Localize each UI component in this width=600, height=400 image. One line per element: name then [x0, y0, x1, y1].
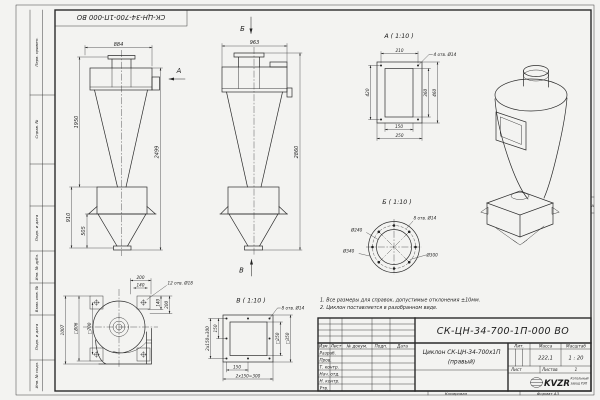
- dim-front-hopper-height: 505: [81, 226, 88, 236]
- margin-label-sprav: Справ. №: [34, 119, 39, 139]
- dim-b-340: Ø340: [343, 248, 355, 254]
- tb-row-utv: Утв.: [319, 385, 329, 391]
- dim-b-240: Ø240: [351, 227, 363, 233]
- view-arrow-b-label: Б: [240, 25, 245, 33]
- tb-row-nkontr: Н. контр.: [319, 378, 340, 384]
- note-1: 1. Все размеры для справок, допустимые отклонения ±10мм.: [320, 297, 481, 304]
- margin-label-podp-data-2: Подп. и дата: [34, 323, 39, 351]
- tb-lit-label: Лит.: [514, 343, 524, 349]
- margin-label-inv-podl: Инв. № подл.: [34, 361, 39, 389]
- tb-scale-value: 1 : 20: [568, 355, 584, 362]
- margin-label-inv-dubl: Инв. № дубл.: [34, 253, 39, 281]
- notes: [320, 298, 480, 312]
- side-view: [220, 17, 302, 276]
- dim-v-pitch-left: 2x150=300: [204, 326, 210, 351]
- tb-item-name: Циклон СК-ЦН-34-700x1П: [422, 350, 501, 356]
- top-view-holes-note: 12 отв. Ø18: [167, 280, 193, 286]
- detail-v-title: В ( 1:10 ): [236, 297, 266, 305]
- detail-b-title: Б ( 1:10 ): [382, 199, 412, 206]
- view-arrow-v-label: В: [239, 266, 244, 275]
- tb-logo-text: KVZR: [544, 379, 570, 389]
- isometric-view: [481, 66, 567, 246]
- detail-b-view: [342, 199, 438, 275]
- tb-row-nachotd: Нач. отд.: [319, 371, 340, 377]
- dim-a-420: 420: [364, 88, 370, 97]
- tb-doc-number: СК-ЦН-34-700-1П-000 ВО: [436, 326, 570, 337]
- tb-col-list: Лист: [330, 343, 342, 349]
- dim-v-150-left: 150: [212, 324, 218, 333]
- zone-marker: А: [591, 203, 594, 208]
- tb-scale-label: Масштаб: [566, 343, 586, 349]
- dim-a-360: 360: [422, 88, 428, 97]
- dim-side-width: 963: [249, 40, 260, 47]
- dim-front-total-height: 2499: [154, 145, 161, 159]
- dim-tv-806: □806: [73, 322, 79, 335]
- dim-a-250: 250: [395, 133, 404, 139]
- dim-v-350: □350: [284, 332, 290, 345]
- tb-sheet-label: Лист: [511, 366, 522, 372]
- margin-label-perv-primen: Перв. примен.: [34, 37, 39, 67]
- tb-mass-value: 222,1: [538, 355, 553, 362]
- footer-format-label: Формат А3: [536, 390, 560, 396]
- dim-tv-200-right: 200: [163, 300, 169, 309]
- front-view: [66, 42, 185, 256]
- tb-sheets-value: 1: [574, 366, 578, 372]
- dim-front-bin-height: 910: [65, 212, 72, 223]
- dim-tv-200-top: 200: [136, 275, 145, 280]
- tb-col-doc: № докум.: [346, 343, 368, 349]
- dim-v-150-bottom: 150: [233, 364, 241, 370]
- tb-company-line-1: Котельный: [570, 376, 589, 381]
- top-stamp-number: СК-ЦН-34-700-1П-000 ВО: [76, 13, 166, 21]
- detail-a-holes-note: 4 отв. Ø14: [433, 52, 457, 57]
- tb-row-prov: Пров.: [319, 357, 332, 363]
- tb-item-name-2: (правый): [447, 359, 476, 366]
- detail-a-title: А ( 1:10 ): [384, 33, 414, 40]
- view-arrow-a-label: А: [176, 67, 182, 75]
- dim-front-upper-height: 1950: [73, 115, 80, 129]
- tb-row-tkontr: Т. контр.: [319, 364, 339, 370]
- detail-b-holes-note: 8 отв. Ø14: [413, 215, 437, 221]
- dim-a-460: 460: [431, 88, 437, 97]
- dim-tv-140-right: 140: [155, 298, 161, 307]
- top-view: [60, 275, 193, 367]
- detail-a-view: [365, 33, 457, 141]
- dim-v-pitch-bottom: 2x150=300: [235, 373, 261, 379]
- dim-tv-1007: 1007: [59, 324, 65, 336]
- margin-label-podp-data-1: Подп. и дата: [34, 214, 39, 242]
- margin-label-vzam-inv: Взам. инв. №: [34, 285, 39, 313]
- tb-company-line-2: завод РЭП: [570, 381, 588, 386]
- dim-v-250: □250: [274, 332, 280, 345]
- dim-side-total-height: 2860: [294, 145, 301, 159]
- dim-a-210: 210: [395, 48, 404, 54]
- dim-tv-140-top: 140: [136, 282, 145, 288]
- detail-v-holes-note: 8 отв. Ø14: [281, 305, 305, 311]
- footer-copied-label: Копировал: [444, 390, 468, 396]
- tb-sheets-label: Листов: [542, 366, 558, 372]
- title-block: [318, 318, 591, 391]
- tb-row-razrab: Разраб.: [319, 350, 336, 356]
- tb-mass-label: Масса: [538, 343, 553, 349]
- dim-tv-700: □700: [86, 322, 92, 335]
- dim-a-150: 150: [395, 124, 403, 130]
- note-2: 2. Циклон поставляется в разобранном виде.: [320, 305, 438, 311]
- dim-front-width: 884: [113, 41, 124, 48]
- tb-col-sign: Подп.: [374, 343, 388, 349]
- detail-v-view: [205, 298, 305, 382]
- tb-col-izm: Изм.: [319, 343, 329, 349]
- dim-b-300: Ø300: [426, 252, 438, 258]
- tb-col-date: Дата: [397, 343, 408, 349]
